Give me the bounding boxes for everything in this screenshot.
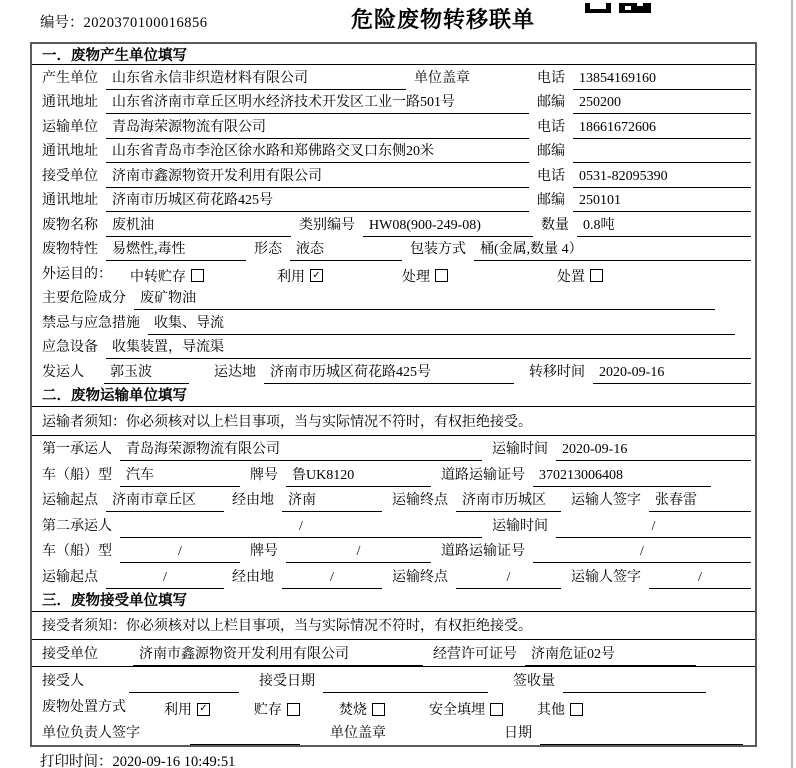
second-vehicle-row bbox=[32, 538, 755, 564]
field-label: 运达地 bbox=[214, 364, 256, 380]
field-label: 邮编 bbox=[537, 95, 565, 110]
checkbox-item bbox=[164, 699, 210, 719]
underline-value: 济南市历城区荷花路425号 bbox=[106, 192, 529, 212]
underline-value: 液态 bbox=[290, 241, 402, 261]
underline-value bbox=[323, 673, 488, 693]
producer-address-row bbox=[32, 90, 755, 115]
disposal-method-row bbox=[32, 693, 755, 719]
underline-value: 济南市历城区 bbox=[456, 492, 561, 512]
checkbox-label: 安全填埋 bbox=[429, 703, 485, 719]
field-label: 电话 bbox=[537, 168, 565, 184]
field-label: 日期 bbox=[504, 726, 532, 742]
field-label: 道路运输证号 bbox=[441, 544, 525, 559]
underline-value: / bbox=[282, 569, 382, 589]
checkbox-empty-icon bbox=[287, 703, 300, 716]
underline-value bbox=[129, 673, 239, 693]
checkbox-empty-icon bbox=[435, 269, 448, 282]
field-label: 牌号 bbox=[250, 467, 278, 483]
checkbox-label: 其他 bbox=[537, 703, 565, 719]
field-label: 运输单位 bbox=[42, 119, 98, 135]
field-label: 运输时间 bbox=[492, 442, 548, 457]
field-label: 数量 bbox=[541, 217, 569, 233]
underline-value: 济南市历城区荷花路425号 bbox=[264, 364, 514, 384]
checkbox-empty-icon bbox=[191, 269, 204, 282]
field-label: 禁忌与应急措施 bbox=[42, 315, 140, 331]
field-label: 第一承运人 bbox=[42, 442, 112, 457]
checkbox-item bbox=[339, 699, 385, 719]
checkbox-item bbox=[537, 699, 583, 719]
checkbox-item bbox=[429, 699, 503, 719]
checkbox-item bbox=[557, 266, 603, 286]
underline-value bbox=[563, 673, 706, 693]
checkbox-empty-icon bbox=[570, 703, 583, 716]
field-label: 废物特性 bbox=[42, 242, 98, 257]
underline-value: / bbox=[286, 543, 431, 563]
field-label: 产生单位 bbox=[42, 70, 98, 86]
field-label: 运输人签字 bbox=[571, 569, 641, 585]
field-label: 外运目的： bbox=[42, 266, 112, 282]
checkbox-item bbox=[277, 266, 323, 286]
underline-value: 易燃性,毒性 bbox=[106, 241, 246, 261]
sender-row bbox=[32, 359, 755, 384]
serial-label: 编号： bbox=[40, 15, 84, 31]
second-carrier-row bbox=[32, 512, 755, 538]
main-hazard-row bbox=[32, 286, 755, 311]
underline-value: / bbox=[556, 518, 751, 538]
waste-character-row bbox=[32, 237, 755, 262]
field-label: 电话 bbox=[537, 119, 565, 135]
underline-value: 18661672606 bbox=[573, 119, 751, 139]
field-label: 道路运输证号 bbox=[441, 467, 525, 483]
underline-value: / bbox=[649, 569, 751, 589]
receiver-unit-row bbox=[32, 163, 755, 188]
field-label: 废物名称 bbox=[42, 217, 98, 233]
checkbox-checked-icon: ✓ bbox=[310, 269, 323, 282]
emergency-equipment-row bbox=[32, 335, 755, 360]
underline-value: 山东省济南市章丘区明水经济技术开发区工业一路501号 bbox=[106, 94, 529, 114]
field-label: 通讯地址 bbox=[42, 95, 98, 110]
checkbox-label: 处置 bbox=[557, 269, 585, 285]
field-label: 单位盖章 bbox=[414, 70, 470, 86]
responsible-signature-row bbox=[32, 719, 755, 745]
serial-value: 2020370100016856 bbox=[83, 15, 208, 31]
field-label: 接受单位 bbox=[42, 168, 98, 184]
receiver-notice-row bbox=[32, 612, 755, 640]
checkbox-item bbox=[402, 266, 448, 286]
field-label: 运输起点 bbox=[42, 569, 98, 585]
checkbox-label: 焚烧 bbox=[339, 703, 367, 719]
underline-value: 济南 bbox=[282, 492, 382, 512]
underline-value: 桶(金属,数量 4） bbox=[474, 241, 751, 261]
print-time-label: 打印时间： bbox=[40, 754, 113, 768]
second-route-row bbox=[32, 563, 755, 589]
producer-unit-row bbox=[32, 65, 755, 90]
field-label: 牌号 bbox=[250, 544, 278, 559]
field-label: 单位盖章 bbox=[330, 726, 386, 742]
waste-name-row bbox=[32, 212, 755, 237]
underline-value: 张春雷 bbox=[649, 492, 751, 512]
page-edge-divider bbox=[791, 0, 793, 768]
field-label: 应急设备 bbox=[42, 340, 98, 355]
underline-value: 收集、导流 bbox=[148, 315, 735, 335]
checkbox-label: 处理 bbox=[402, 269, 430, 285]
underline-value: 13854169160 bbox=[573, 70, 751, 90]
field-label: 车（船）型 bbox=[42, 467, 112, 483]
underline-value: HW08(900-249-08) bbox=[363, 217, 533, 237]
field-label: 运输终点 bbox=[392, 569, 448, 585]
underline-value: 济南危证02号 bbox=[525, 646, 696, 666]
underline-value: 济南市鑫源物资开发利用有限公司 bbox=[106, 168, 529, 188]
transfer-purpose-row bbox=[32, 261, 755, 286]
field-label: 邮编 bbox=[537, 144, 565, 159]
underline-value: 废矿物油 bbox=[134, 290, 715, 310]
underline-value: 鲁UK8120 bbox=[286, 467, 431, 487]
first-carrier-row bbox=[32, 436, 755, 462]
checkbox-empty-icon bbox=[372, 703, 385, 716]
underline-value: / bbox=[120, 518, 482, 538]
emergency-measures-row bbox=[32, 310, 755, 335]
underline-value: 郭玉波 bbox=[104, 364, 189, 384]
field-label: 运输终点 bbox=[392, 493, 448, 508]
underline-value: 370213006408 bbox=[533, 467, 711, 487]
qr-code-fragment-icon bbox=[585, 0, 652, 18]
field-label: 车（船）型 bbox=[42, 544, 112, 559]
field-label: 邮编 bbox=[537, 193, 565, 208]
checkbox-label: 利用 bbox=[277, 269, 305, 285]
underline-value: 济南市鑫源物资开发利用有限公司 bbox=[133, 646, 423, 666]
receiver-address-row bbox=[32, 188, 755, 213]
underline-value: 青岛海荣源物流有限公司 bbox=[106, 119, 529, 139]
first-route-row bbox=[32, 487, 755, 513]
section-2-header: 二．废物运输单位填写 bbox=[32, 384, 755, 407]
notice-text: 运输者须知：你必须核对以上栏目事项，当与实际情况不符时，有权拒绝接受。 bbox=[42, 414, 532, 430]
field-label: 运输起点 bbox=[42, 493, 98, 508]
underline-value: 250101 bbox=[573, 192, 751, 212]
field-label: 通讯地址 bbox=[42, 193, 98, 208]
accept-unit-row bbox=[32, 640, 755, 667]
checkbox-item bbox=[254, 699, 300, 719]
field-label: 接受人 bbox=[42, 673, 84, 689]
checkbox-empty-icon bbox=[490, 703, 503, 716]
underline-value: 汽车 bbox=[120, 467, 240, 487]
field-label: 运输时间 bbox=[492, 518, 548, 534]
underline-value: / bbox=[120, 543, 240, 563]
field-label: 签收量 bbox=[513, 673, 555, 689]
field-label: 经由地 bbox=[232, 569, 274, 585]
checkbox-label: 利用 bbox=[164, 703, 192, 719]
underline-value: 2020-09-16 bbox=[556, 441, 751, 461]
underline-value: 2020-09-16 bbox=[593, 364, 751, 384]
underline-value: / bbox=[106, 569, 224, 589]
checkbox-label: 贮存 bbox=[254, 703, 282, 719]
field-label: 接受单位 bbox=[42, 646, 98, 662]
manifest-form-table bbox=[30, 42, 757, 747]
checkbox-label: 中转贮存 bbox=[130, 269, 186, 285]
transporter-unit-row bbox=[32, 114, 755, 139]
checkbox-checked-icon: ✓ bbox=[197, 703, 210, 716]
field-label: 类别编号 bbox=[299, 217, 355, 233]
underline-value: 250200 bbox=[573, 94, 751, 114]
transporter-address-row bbox=[32, 139, 755, 164]
field-label: 废物处置方式 bbox=[42, 700, 126, 716]
notice-text: 接受者须知：你必须核对以上栏目事项，当与实际情况不符时，有权拒绝接受。 bbox=[42, 619, 532, 634]
field-label: 转移时间 bbox=[529, 364, 585, 380]
underline-value: 山东省青岛市李沧区徐水路和郑佛路交叉口东侧20米 bbox=[106, 143, 529, 163]
underline-value: 济南市章丘区 bbox=[106, 492, 224, 512]
field-label: 第二承运人 bbox=[42, 518, 112, 534]
field-label: 经由地 bbox=[232, 493, 274, 508]
underline-value bbox=[540, 725, 743, 745]
acceptor-row bbox=[32, 667, 755, 693]
field-label: 运输人签字 bbox=[571, 493, 641, 508]
underline-value bbox=[190, 725, 300, 745]
underline-value: 0.8吨 bbox=[577, 217, 751, 237]
field-label: 单位负责人签字 bbox=[42, 726, 140, 742]
underline-value: 废机油 bbox=[106, 217, 291, 237]
field-label: 发运人 bbox=[42, 364, 84, 380]
field-label: 电话 bbox=[537, 70, 565, 86]
transporter-notice-row bbox=[32, 407, 755, 436]
underline-value: / bbox=[456, 569, 561, 589]
checkbox-empty-icon bbox=[590, 269, 603, 282]
underline-value: 收集装置，导流渠 bbox=[106, 339, 751, 359]
underline-value: / bbox=[533, 543, 751, 563]
field-label: 形态 bbox=[254, 242, 282, 257]
underline-value: 青岛海荣源物流有限公司 bbox=[120, 441, 482, 461]
print-time-value: 2020-09-16 10:49:51 bbox=[112, 754, 236, 768]
section-3-header: 三．废物接受单位填写 bbox=[32, 589, 755, 612]
field-label: 包装方式 bbox=[410, 242, 466, 257]
section-1-header: 一．废物产生单位填写 bbox=[32, 44, 755, 65]
first-vehicle-row bbox=[32, 461, 755, 487]
page-title: 危险废物转移联单 bbox=[350, 7, 535, 32]
field-label: 经营许可证号 bbox=[433, 646, 517, 662]
field-label: 通讯地址 bbox=[42, 144, 98, 159]
underline-value bbox=[573, 143, 751, 163]
underline-value: 山东省永信非织造材料有限公司 bbox=[106, 70, 406, 90]
field-label: 接受日期 bbox=[259, 673, 315, 689]
print-time bbox=[40, 750, 235, 768]
checkbox-item bbox=[130, 266, 204, 286]
underline-value: 0531-82095390 bbox=[573, 168, 751, 188]
field-label: 主要危险成分 bbox=[42, 291, 126, 306]
